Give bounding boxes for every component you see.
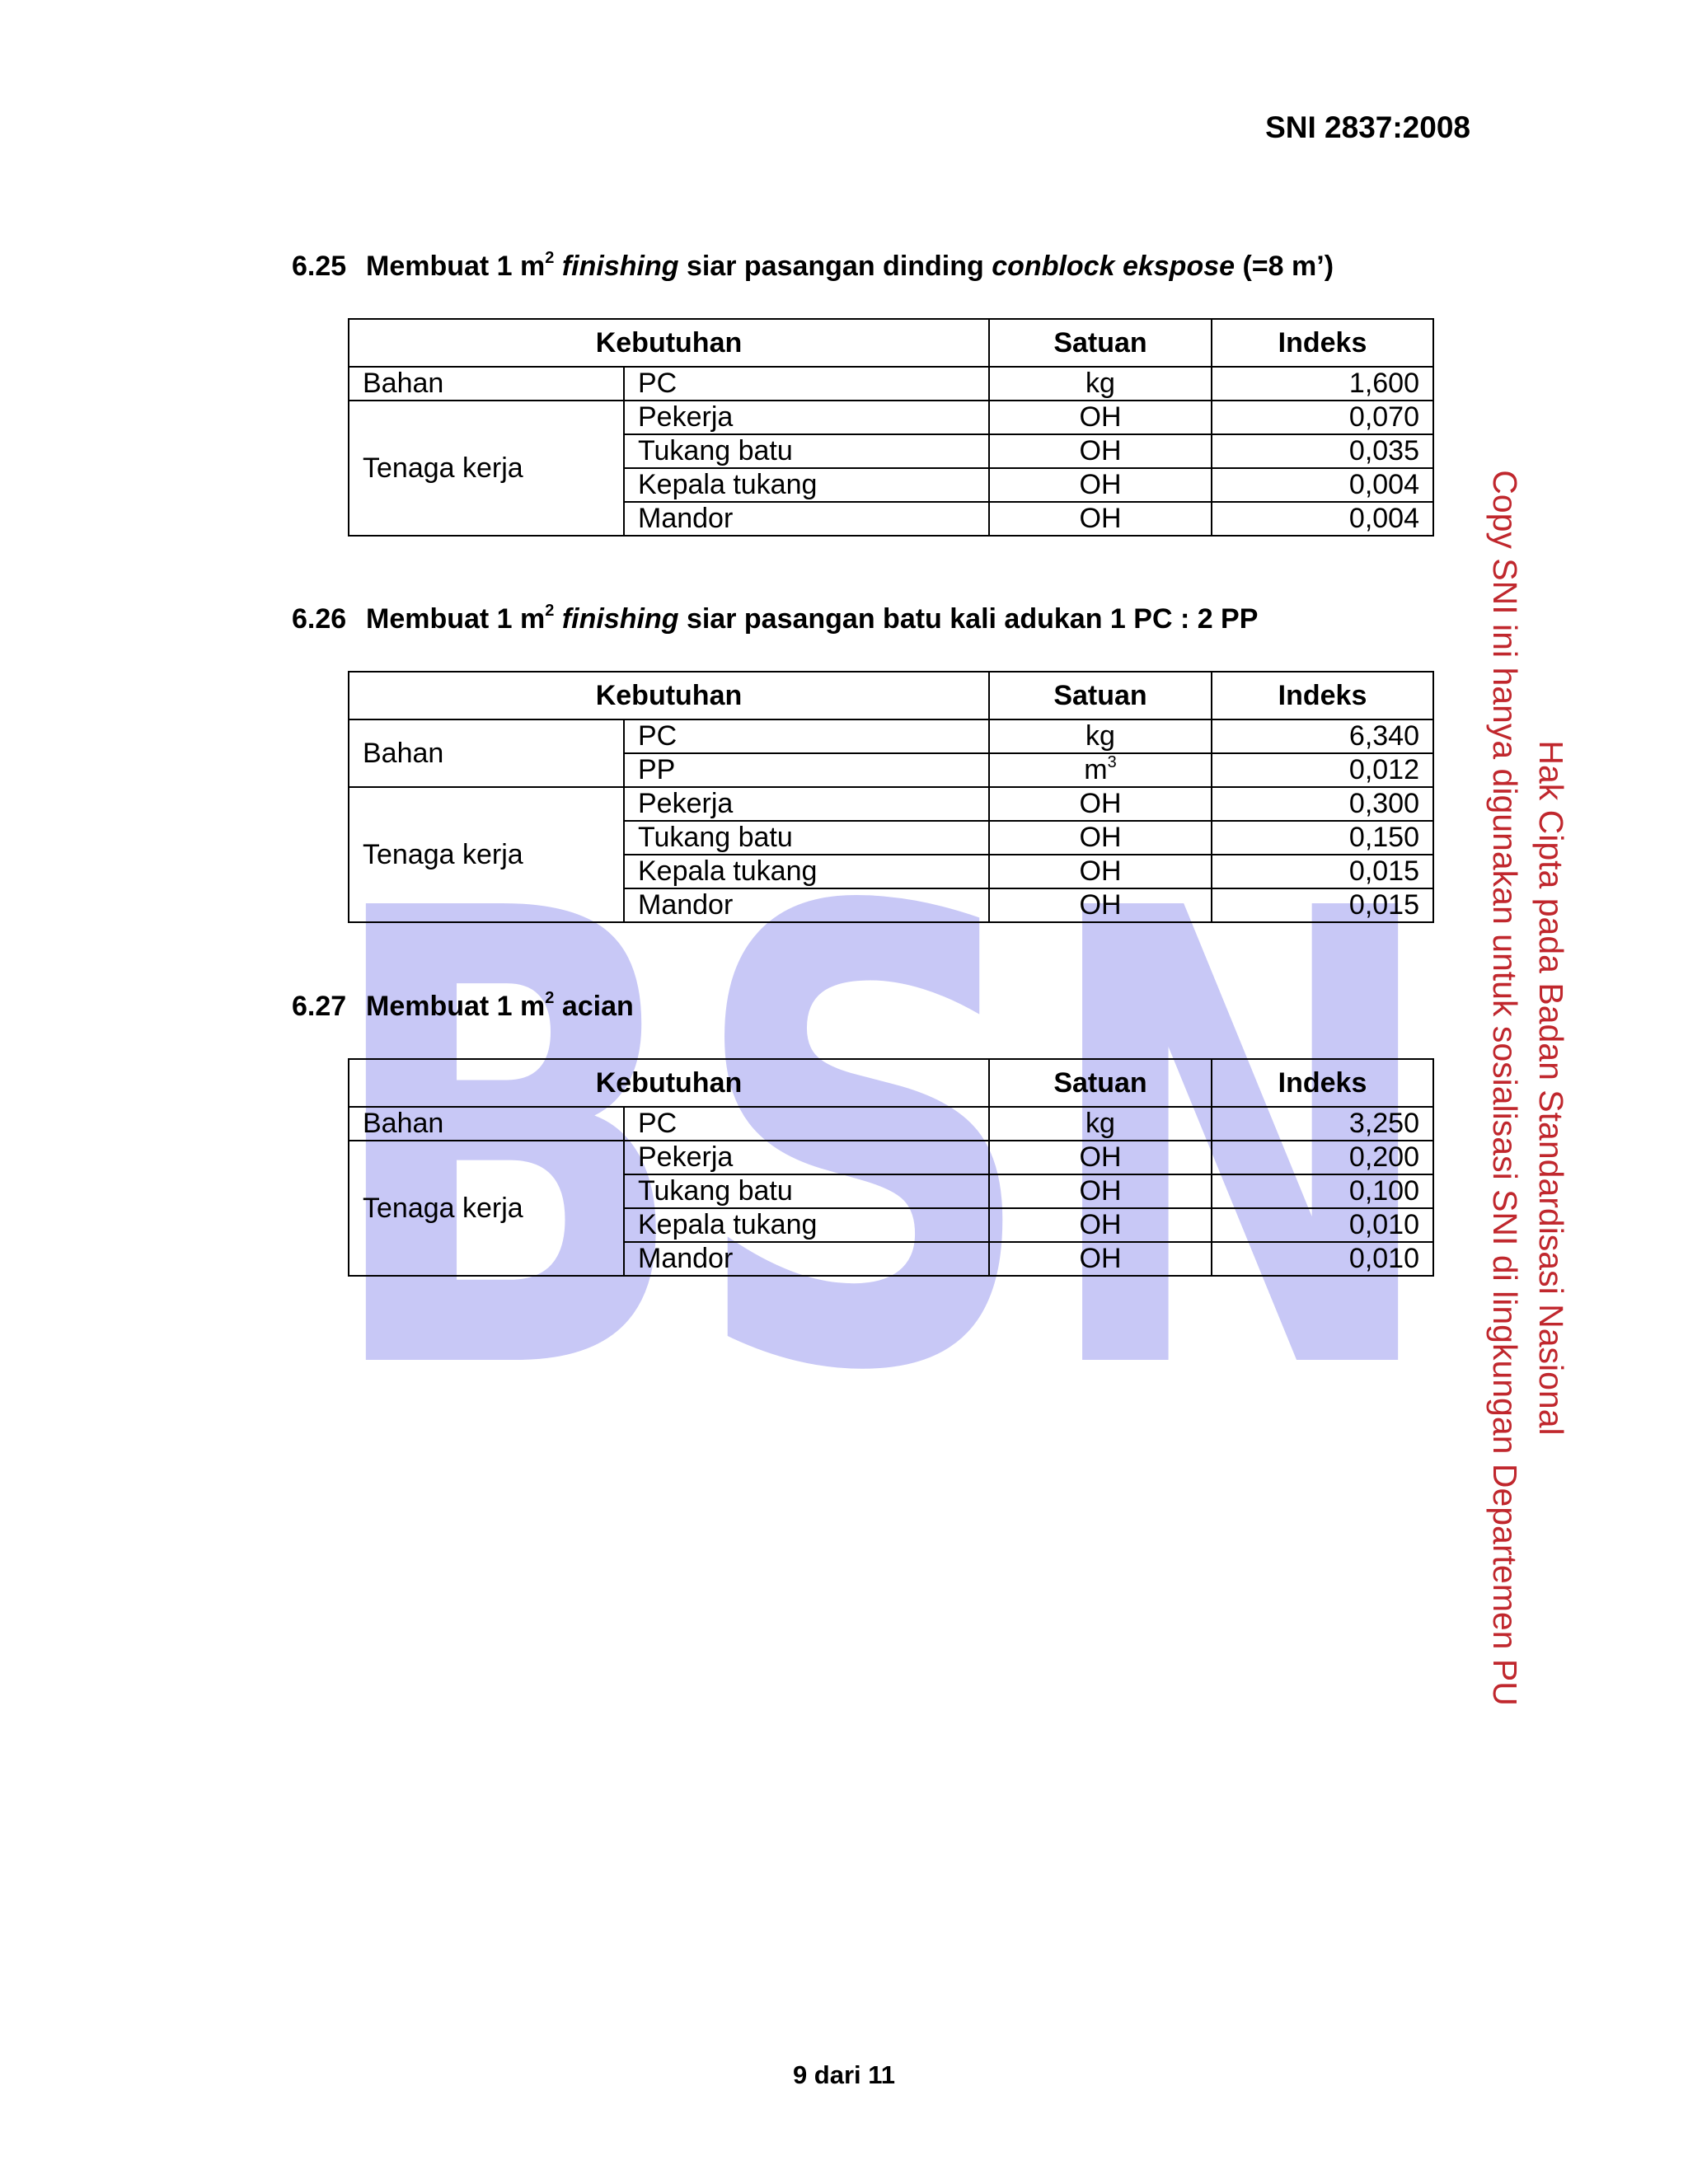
category-tenaga-kerja: Tenaga kerja (349, 401, 624, 536)
bsn-watermark-text: BSN (321, 882, 1442, 1376)
table-row: Kepala tukang OH 0,004 (349, 468, 1433, 502)
section-6-25 (292, 249, 1437, 534)
header-satuan: Satuan (989, 1059, 1212, 1107)
page-number: 9 dari 11 (792, 2060, 896, 2089)
category-tenaga-kerja: Tenaga kerja (349, 1141, 624, 1276)
table-row: Tukang batu OH 0,035 (349, 434, 1433, 468)
requirements-table (348, 671, 1434, 923)
standard-code: SNI 2837:2008 (1265, 110, 1470, 144)
table-header-row (349, 1059, 1433, 1107)
section-number: 6.26 (292, 603, 347, 635)
section-heading: 6.25 Membuat 1 $m^2$ finishing siar pasangan dinding conblock ekspose (=8 m’) (292, 249, 1334, 282)
table-row: Tenaga kerja Pekerja OH 0,070 (349, 401, 1433, 434)
category-bahan: Bahan (349, 1107, 624, 1141)
table-header-row (349, 319, 1433, 367)
category-tenaga-kerja: Tenaga kerja (349, 787, 624, 922)
table-row: Mandor OH 0,004 (349, 502, 1433, 536)
table-header-row (349, 672, 1433, 719)
copyright-line-2: Copy SNI ini hanya digunakan untuk sosialisasi SNI di lingkungan Departemen PU (1486, 470, 1524, 1706)
category-bahan: Bahan (349, 719, 624, 787)
table-row: Mandor OH 0,015 (349, 888, 1433, 922)
header-indeks: Indeks (1212, 319, 1433, 367)
section-number: 6.25 (292, 251, 347, 282)
requirements-table (348, 318, 1434, 537)
table-row: Tenaga kerja Pekerja OH 0,200 (349, 1141, 1433, 1174)
copyright-side-notice (1459, 470, 1574, 1706)
table-row: Mandor OH 0,010 (349, 1242, 1433, 1276)
header-indeks: Indeks (1212, 1059, 1433, 1107)
table-row: Tukang batu OH 0,150 (349, 821, 1433, 855)
header-kebutuhan: Kebutuhan (349, 1059, 989, 1107)
table-row: Tenaga kerja Pekerja OH 0,300 (349, 787, 1433, 821)
category-bahan: Bahan (349, 367, 624, 401)
requirements-table (348, 1058, 1434, 1277)
header-satuan: Satuan (989, 319, 1212, 367)
section-6-26 (292, 602, 1437, 921)
section-number: 6.27 (292, 991, 347, 1022)
section-heading: 6.26 Membuat 1 $m^2$ finishing siar pasangan batu kali adukan 1 PC : 2 PP (292, 602, 1259, 635)
header-kebutuhan: Kebutuhan (349, 672, 989, 719)
header-satuan: Satuan (989, 672, 1212, 719)
table-row: Kepala tukang OH 0,010 (349, 1208, 1433, 1242)
table-row: Bahan PC kg 3,250 (349, 1107, 1433, 1141)
table-row: Bahan PC kg 1,600 (349, 367, 1433, 401)
header-indeks: Indeks (1212, 672, 1433, 719)
table-row: PP $m^3$ 0,012 (349, 753, 1433, 787)
section-heading: 6.27 Membuat 1 $m^2$ acian (292, 989, 634, 1022)
table-row: Tukang batu OH 0,100 (349, 1174, 1433, 1208)
header-kebutuhan: Kebutuhan (349, 319, 989, 367)
copyright-line-1: Hak Cipta pada Badan Standardisasi Nasional (1532, 740, 1570, 1436)
table-row: Kepala tukang OH 0,015 (349, 855, 1433, 888)
table-row: Bahan PC kg 6,340 (349, 719, 1433, 753)
